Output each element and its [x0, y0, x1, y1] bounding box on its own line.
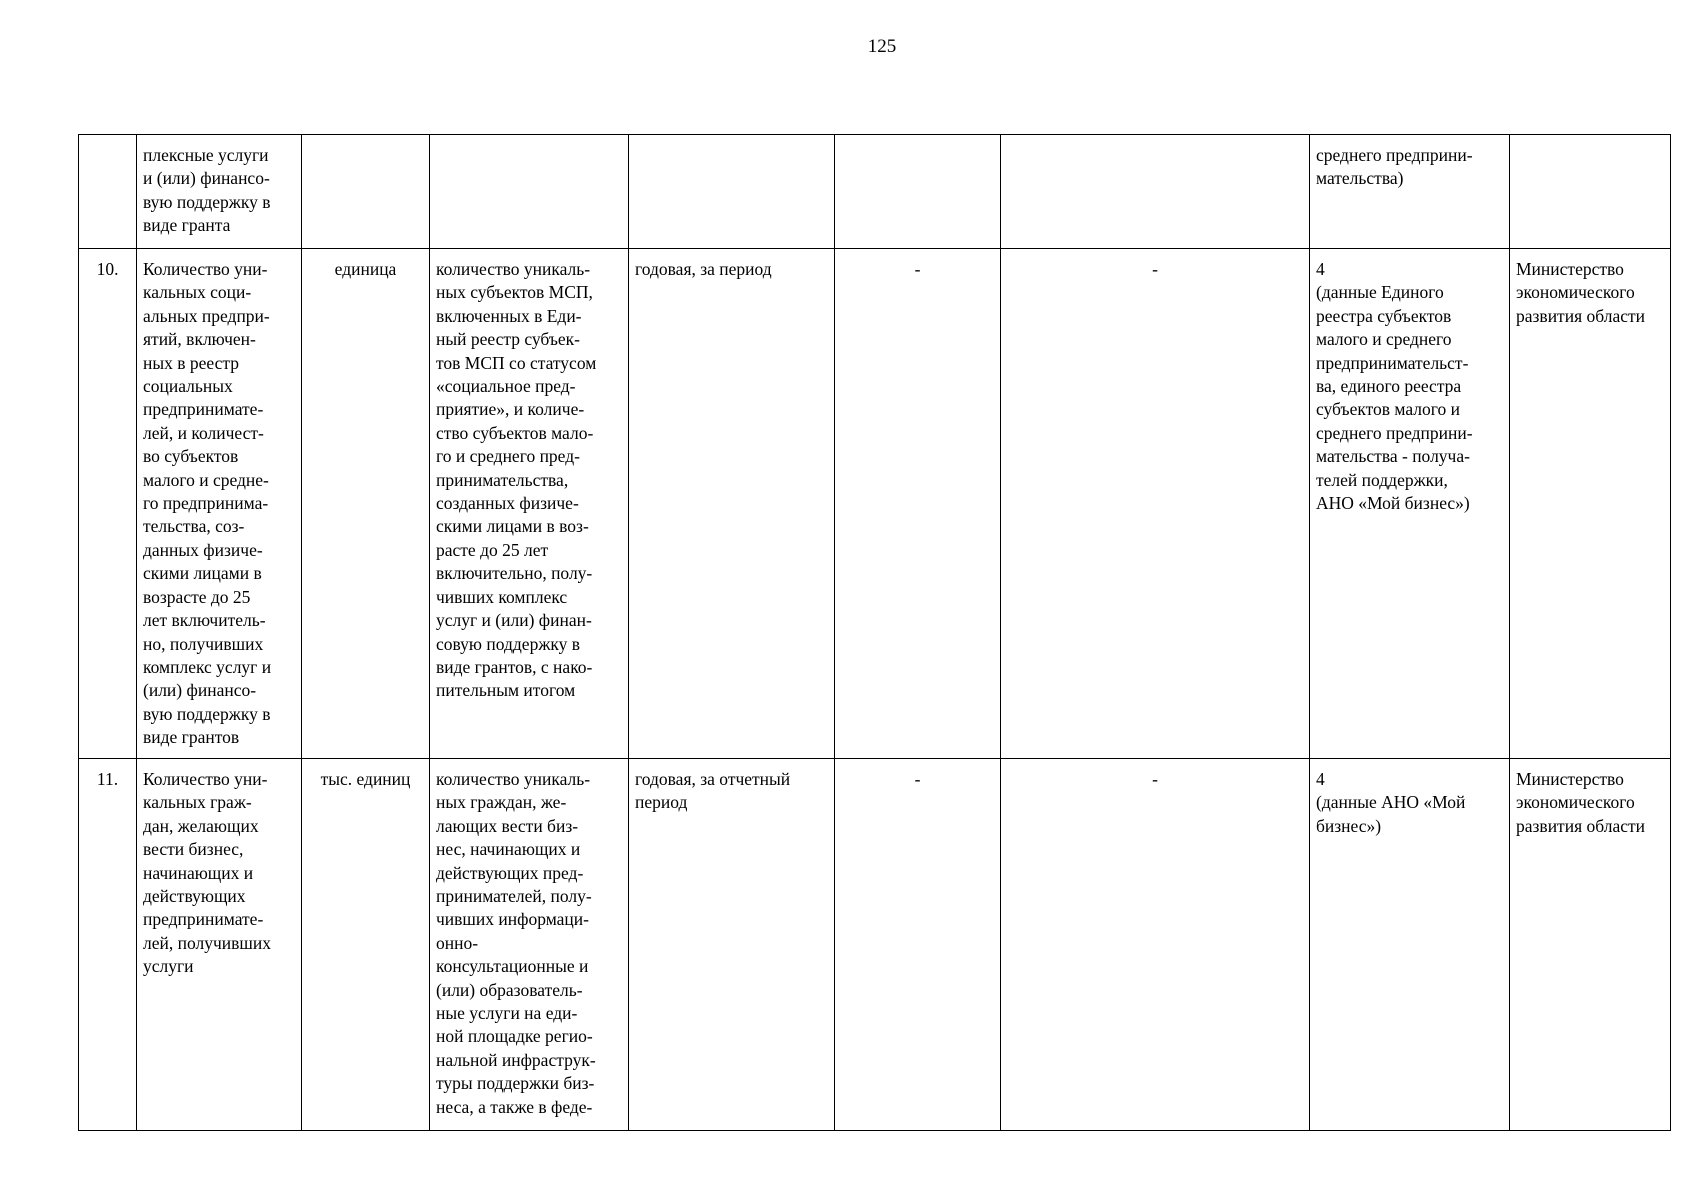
text-line: неса, а также в феде-: [436, 1096, 593, 1117]
text-line: социальных: [143, 376, 233, 397]
text-line: 4: [1316, 769, 1325, 789]
text-line: го и среднего пред-: [436, 446, 580, 467]
text-line: виде гранта: [143, 215, 231, 236]
text-line: АНО «Мой бизнес»): [1316, 493, 1470, 514]
text-line: начинающих и: [143, 862, 254, 883]
text-line: ные услуги на еди-: [436, 1003, 578, 1024]
indicator-name-cell: [137, 249, 302, 759]
text-line: предпринимате-: [143, 399, 264, 420]
responsible-cell: [1510, 135, 1671, 249]
table-row: [79, 759, 1671, 1131]
text-line: телей поддержки,: [1316, 469, 1448, 490]
text-line: чивших комплекс: [436, 586, 568, 607]
text-line: консультационные и: [436, 956, 589, 977]
text-line: включительно, полу-: [436, 563, 593, 584]
text-line: «социальное пред-: [436, 376, 576, 397]
text-line: лающих вести биз-: [436, 815, 579, 836]
text-line: предпринимательст-: [1316, 352, 1469, 373]
indicator-name-cell: [137, 759, 302, 1131]
table-body: [79, 135, 1671, 1131]
text-line: во субъектов: [143, 446, 239, 467]
text-line: комплекс услуг и: [143, 656, 272, 677]
text-line: услуг и (или) финан-: [436, 610, 592, 631]
indicator-name-cell: [137, 135, 302, 249]
value-cell: -: [835, 759, 1001, 1131]
text-line: Министерство: [1516, 769, 1624, 789]
text-line: реестра субъектов: [1316, 305, 1452, 326]
text-line: ной площадке регио-: [436, 1026, 593, 1047]
text-line: мательства): [1316, 168, 1404, 189]
text-line: (или) финансо-: [143, 680, 257, 701]
periodicity-cell: [629, 135, 835, 249]
text-line: дан, желающих: [143, 815, 259, 836]
text-line: принимательства,: [436, 469, 569, 490]
text-line: лет включитель-: [143, 610, 266, 631]
text-line: кальных граж-: [143, 792, 252, 813]
text-line: (данные АНО «Мой: [1316, 792, 1466, 813]
row-number-cell: [79, 135, 137, 249]
text-line: годовая, за отчетный: [635, 769, 791, 789]
periodicity-cell: [629, 249, 835, 759]
text-line: кальных соци-: [143, 282, 252, 303]
text-line: включенных в Еди-: [436, 305, 582, 326]
text-line: чивших информаци-: [436, 909, 589, 930]
text-line: совую поддержку в: [436, 633, 581, 654]
source-cell: [1310, 759, 1510, 1131]
text-line: услуги: [143, 956, 194, 977]
text-line: Количество уни-: [143, 259, 268, 279]
indicators-table: [78, 134, 1671, 1131]
text-line: Министерство: [1516, 259, 1624, 279]
unit-cell: [302, 135, 430, 249]
value-cell: [835, 135, 1001, 249]
text-line: виде грантов, с нако-: [436, 656, 593, 677]
text-line: бизнес»): [1316, 815, 1382, 836]
text-line: ных субъектов МСП,: [436, 282, 593, 303]
table-row: [79, 135, 1671, 249]
text-line: тов МСП со статусом: [436, 352, 597, 373]
page-number: 125: [867, 36, 897, 57]
text-line: (или) образователь-: [436, 979, 583, 1000]
text-line: ных в реестр: [143, 352, 239, 373]
text-line: (данные Единого: [1316, 282, 1444, 303]
text-line: субъектов малого и: [1316, 399, 1461, 420]
responsible-cell: [1510, 249, 1671, 759]
text-line: данных физиче-: [143, 539, 263, 560]
text-line: нальной инфраструк-: [436, 1049, 596, 1070]
definition-cell: [430, 249, 629, 759]
text-line: ный реестр субъек-: [436, 329, 581, 350]
text-line: малого и средне-: [143, 469, 269, 490]
text-line: ных граждан, же-: [436, 792, 567, 813]
text-line: созданных физиче-: [436, 493, 579, 514]
text-line: го предпринима-: [143, 493, 269, 514]
text-line: годовая, за период: [635, 259, 772, 279]
definition-cell: [430, 135, 629, 249]
text-line: вую поддержку в: [143, 703, 271, 724]
text-line: приятие», и количе-: [436, 399, 585, 420]
responsible-cell: [1510, 759, 1671, 1131]
text-line: среднего предприни-: [1316, 422, 1473, 443]
text-line: тыс. единиц: [320, 769, 411, 789]
text-line: но, получивших: [143, 633, 264, 654]
text-line: скими лицами в воз-: [436, 516, 589, 537]
text-line: тельства, соз-: [143, 516, 245, 537]
text-line: вести бизнес,: [143, 839, 244, 860]
row-number-cell: 11.: [79, 759, 137, 1131]
text-line: Количество уни-: [143, 769, 268, 789]
text-line: лей, получивших: [143, 932, 272, 953]
text-line: 4: [1316, 259, 1325, 279]
value-cell: -: [1001, 249, 1310, 759]
periodicity-cell: [629, 759, 835, 1131]
text-line: скими лицами в: [143, 563, 262, 584]
table-row: [79, 249, 1671, 759]
value-cell: [1001, 135, 1310, 249]
text-line: экономического: [1516, 282, 1635, 303]
text-line: развития области: [1516, 815, 1645, 836]
text-line: и (или) финансо-: [143, 168, 270, 189]
text-line: единица: [334, 259, 397, 279]
text-line: период: [635, 792, 688, 813]
text-line: вую поддержку в: [143, 191, 271, 212]
text-line: количество уникаль-: [436, 769, 591, 789]
definition-cell: [430, 759, 629, 1131]
text-line: виде грантов: [143, 727, 240, 748]
text-line: среднего предприни-: [1316, 145, 1473, 165]
value-cell: -: [835, 249, 1001, 759]
text-line: предпринимате-: [143, 909, 264, 930]
text-line: развития области: [1516, 305, 1645, 326]
row-number-cell: 10.: [79, 249, 137, 759]
text-line: пительным итогом: [436, 680, 576, 701]
text-line: ятий, включен-: [143, 329, 256, 350]
text-line: плексные услуги: [143, 145, 269, 165]
source-cell: [1310, 135, 1510, 249]
text-line: действующих: [143, 886, 246, 907]
text-line: ва, единого реестра: [1316, 376, 1462, 397]
text-line: принимателей, полу-: [436, 886, 592, 907]
unit-cell: [302, 759, 430, 1131]
text-line: онно-: [436, 932, 479, 953]
text-line: туры поддержки биз-: [436, 1073, 595, 1094]
text-line: нес, начинающих и: [436, 839, 581, 860]
text-line: экономического: [1516, 792, 1635, 813]
unit-cell: [302, 249, 430, 759]
text-line: малого и среднего: [1316, 329, 1452, 350]
text-line: расте до 25 лет: [436, 539, 549, 560]
value-cell: -: [1001, 759, 1310, 1131]
text-line: количество уникаль-: [436, 259, 591, 279]
source-cell: [1310, 249, 1510, 759]
text-line: лей, и количест-: [143, 422, 264, 443]
text-line: возрасте до 25: [143, 586, 251, 607]
text-line: альных предпри-: [143, 305, 270, 326]
text-line: мательства - получа-: [1316, 446, 1470, 467]
text-line: действующих пред-: [436, 862, 584, 883]
text-line: ство субъектов мало-: [436, 422, 594, 443]
